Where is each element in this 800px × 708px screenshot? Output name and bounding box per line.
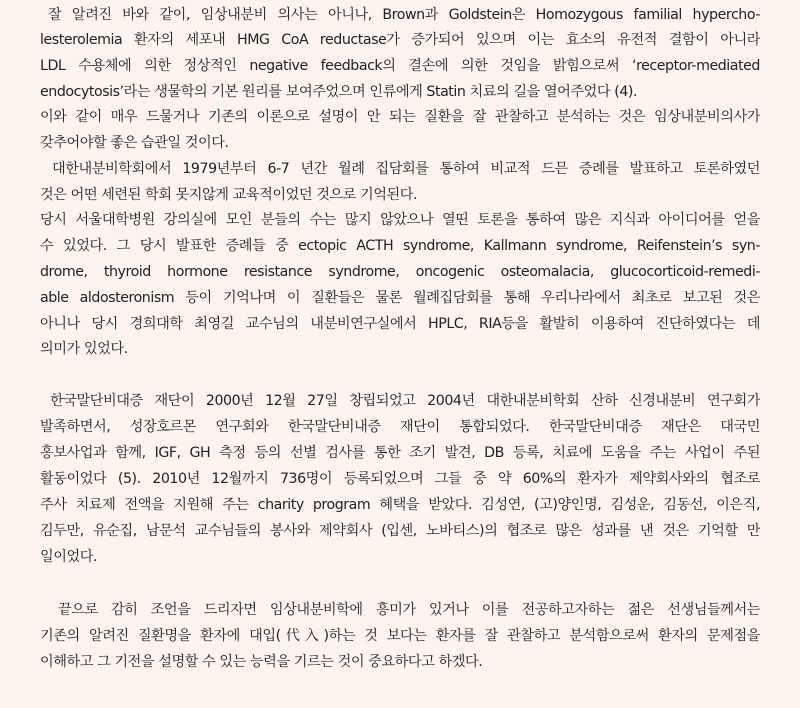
- body-text-line: 끝으로 감히 조언을 드리자면 임상내분비학에 흥미가 있거나 이를 전공하고자하는 젊은 선생님들께서는: [58, 602, 760, 618]
- body-text-line: 수 있었다. 그 당시 발표한 증례들 중 ectopic ACTH syndrome, Kallmann syndrome, Reifenstein’s syn-: [40, 238, 760, 254]
- body-text-line: 주사 치료제 전액을 지원해 주는 charity program 혜택을 받았다. 김성연, (고)양인명, 김성운, 김동선, 이은직,: [40, 497, 760, 513]
- body-text-line: 기존의 알려진 질환명을 환자에 대입(代入)하는 것 보다는 환자를 잘 관찰하고 분석함으로써 환자의 문제점을: [40, 628, 760, 644]
- body-text-line: drome, thyroid hormone resistance syndrome, oncogenic osteomalacia, glucocorticoid-remedi-: [40, 264, 760, 280]
- body-text-line: 대한내분비학회에서 1979년부터 6-7 년간 월례 집담회를 통하여 비교적 드믄 증례를 발표하고 토론하였던: [52, 161, 760, 177]
- body-text-line: 김두만, 유순집, 남문석 교수님들의 봉사와 제약회사 (입센, 노바티스)의 협조로 많은 성과를 낸 것은 기억할 만: [40, 523, 760, 539]
- body-text-line: able aldosteronism 등이 기억나며 이 질환들은 물론 월례집담회를 통해 우리나라에서 최초로 보고된 것은: [40, 290, 760, 306]
- body-text-line: 이와 같이 매우 드물거나 기존의 이론으로 설명이 안 되는 질환을 잘 관찰하고 분석하는 것은 임상내분비의사가: [40, 109, 760, 125]
- body-text-line: 발족하면서, 성장호르몬 연구회와 한국말단비내증 재단이 통합되었다. 한국말단비대증 재단은 대국민: [40, 419, 760, 435]
- body-text-line: 갖추어야할 좋은 습관일 것이다.: [40, 135, 229, 151]
- body-text-line: 아니나 당시 경희대학 최영길 교수님의 내분비연구실에서 HPLC, RIA등을 활발히 이용하여 진단하였다는 데: [40, 316, 760, 332]
- body-text-line: lesterolemia 환자의 세포내 HMG CoA reductase가 증가되어 있으며 이는 효소의 유전적 결함이 아니라: [40, 32, 760, 48]
- body-text-line: endocytosis’라는 생물학의 기본 원리를 보여주었으며 인류에게 Statin 치료의 길을 열어주었다 (4).: [40, 84, 638, 100]
- body-text-line: 홍보사업과 함께, IGF, GH 측정 등의 선별 검사를 통한 조기 발견, DB 등록, 치료에 도움을 주는 사업이 주된: [40, 445, 760, 461]
- body-text-line: LDL 수용체에 의한 정상적인 negative feedback의 결손에 의한 것임을 밝힘으로써 ‘receptor-mediated: [40, 58, 760, 74]
- body-text-line: 일이었다.: [40, 549, 98, 565]
- body-text-line: 의미가 있었다.: [40, 341, 128, 357]
- body-text-line: 활동이었다 (5). 2010년 12월까지 736명이 등록되었으며 그들 중 약 60%의 환자가 제약회사와의 협조로: [40, 471, 760, 487]
- body-text-line: 한국말단비대증 재단이 2000년 12월 27일 창립되었고 2004년 대한내분비학회 산하 신경내분비 연구회가: [50, 393, 760, 409]
- body-text-line: 잘 알려진 바와 같이, 임상내분비 의사는 아니나, Brown과 Goldstein은 Homozygous familial hypercho-: [48, 7, 760, 23]
- body-text-line: 이해하고 그 기전을 설명할 수 있는 능력을 기르는 것이 중요하다고 하겠다.: [40, 654, 483, 670]
- body-text-line: 것은 어떤 세련된 학회 못지않게 교육적이었던 것으로 기억된다.: [40, 187, 418, 203]
- body-text-line: 당시 서울대학병원 강의실에 모인 분들의 수는 많지 않았으나 열띤 토론을 통하여 많은 지식과 아이디어를 얻을: [40, 212, 760, 228]
